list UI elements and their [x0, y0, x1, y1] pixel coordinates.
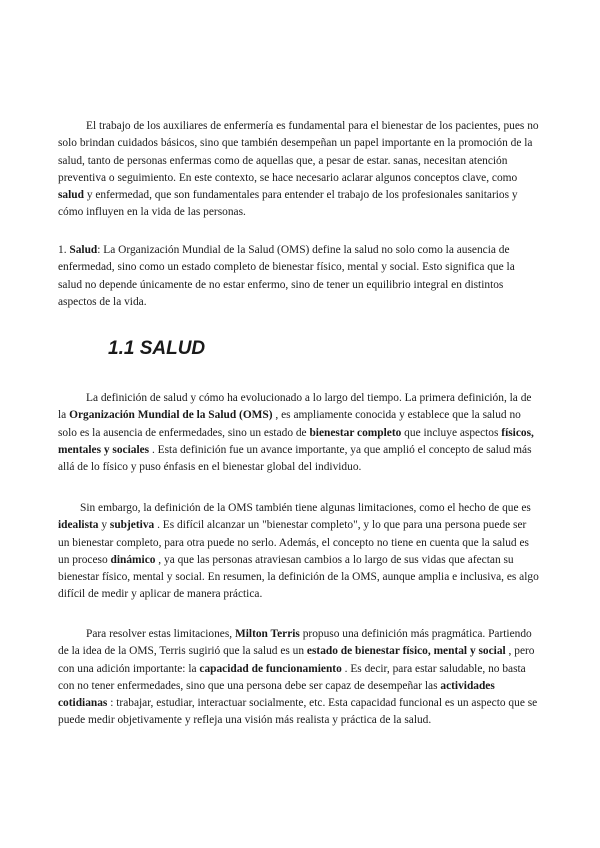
limits-bold-idealista: idealista — [58, 519, 99, 532]
item-1-paragraph — [58, 242, 540, 311]
definition-text-2: , es ampliamente conocida y establece que la salud no solo es la ausencia de enfermedades, sino un estado de — [58, 409, 521, 439]
limits-bold-subjetiva: subjetiva — [109, 519, 155, 532]
definition-bold-oms: Organización Mundial de la Salud (OMS) — [69, 409, 273, 422]
terris-bold-estado: estado de bienestar físico, mental y social — [306, 645, 506, 658]
item-1-number: 1. — [58, 244, 70, 256]
terris-text-1: Para resolver estas limitaciones, — [86, 628, 235, 640]
section-heading: 1.1 SALUD — [108, 338, 206, 359]
definition-bold-bienestar: bienestar completo — [309, 426, 402, 439]
limits-bold-dinamico: dinámico — [110, 553, 156, 566]
terris-text-5: : trabajar, estudiar, interactuar socialmente, etc. Esta capacidad funcional es un aspecto que se puede medir objetivamente y refleja una visión más realista y práctica de la salud. — [58, 697, 538, 727]
terris-bold-name: Milton Terris — [234, 628, 300, 640]
terris-text-2: propuso una definición más pragmática. Partiendo de la idea de la OMS, Terris sugirió que la salud es un — [58, 628, 532, 658]
limitations-paragraph — [58, 500, 540, 604]
definition-text-3: que incluye aspectos — [401, 426, 502, 439]
terris-text-4: . Es decir, para estar saludable, no basta con no tener enfermedades, sino que una persona debe ser capaz de desempeñar las — [58, 662, 526, 692]
limits-text-4: , ya que las personas atraviesan cambios a lo largo de sus vidas que afectan su bienestar físico, mental y social. En resumen, la definición de la OMS, aunque amplia e inclusiva, es algo difícil de medir y aplicar de manera práctica. — [58, 553, 539, 601]
definition-text-1: La definición de salud y cómo ha evolucionado a lo largo del tiempo. La primera definición, la de la — [58, 392, 532, 422]
terris-bold-capacidad: capacidad de funcionamiento — [199, 662, 342, 675]
limits-text-1: Sin embargo, la definición de la OMS también tiene algunas limitaciones, como el hecho de que es — [80, 502, 531, 514]
terris-paragraph — [58, 626, 540, 730]
limits-text-2: y — [98, 519, 110, 532]
intro-text-end: y enfermedad, que son fundamentales para entender el trabajo de los profesionales sanitarios y cómo influyen en la vida de las personas. — [58, 189, 518, 219]
limits-text-3: . Es difícil alcanzar un "bienestar completo", y lo que para una persona puede ser un bienestar completo, para otra puede no serlo. Además, el concepto no tiene en cuenta que la salud es un proceso — [58, 519, 529, 566]
intro-paragraph — [58, 118, 540, 222]
item-1-text: : La Organización Mundial de la Salud (OMS) define la salud no solo como la ausencia de enfermedad, sino como un estado completo de bienestar físico, mental y social. Esto significa que la salud no depende únicamente de no estar enfermo, sino de tener un equilibrio integral en distintos aspectos de la vida. — [58, 244, 515, 308]
intro-text: El trabajo de los auxiliares de enfermería es fundamental para el bienestar de los pacientes, pues no solo brindan cuidados básicos, sino que también desempeñan un papel importante en la promoción de la salud, tanto de personas enfermas como de aquellas que, a pesar de estar. sanas, necesitan atención preventiva o seguimiento. En este contexto, se hace necesario aclarar algunos conceptos clave, como — [58, 120, 539, 184]
definition-text-4: . Esta definición fue un avance importante, ya que amplió el concepto de salud más allá de lo físico y puso énfasis en el bienestar global del individuo. — [58, 443, 532, 474]
item-1-term: Salud — [69, 244, 98, 256]
definition-paragraph — [58, 390, 540, 476]
terris-bold-actividades: actividades cotidianas — [58, 679, 495, 710]
intro-bold-salud: salud — [58, 189, 84, 202]
terris-text-3: , pero con una adición importante: la — [58, 645, 535, 675]
definition-bold-aspectos: físicos, mentales y sociales — [58, 426, 534, 456]
